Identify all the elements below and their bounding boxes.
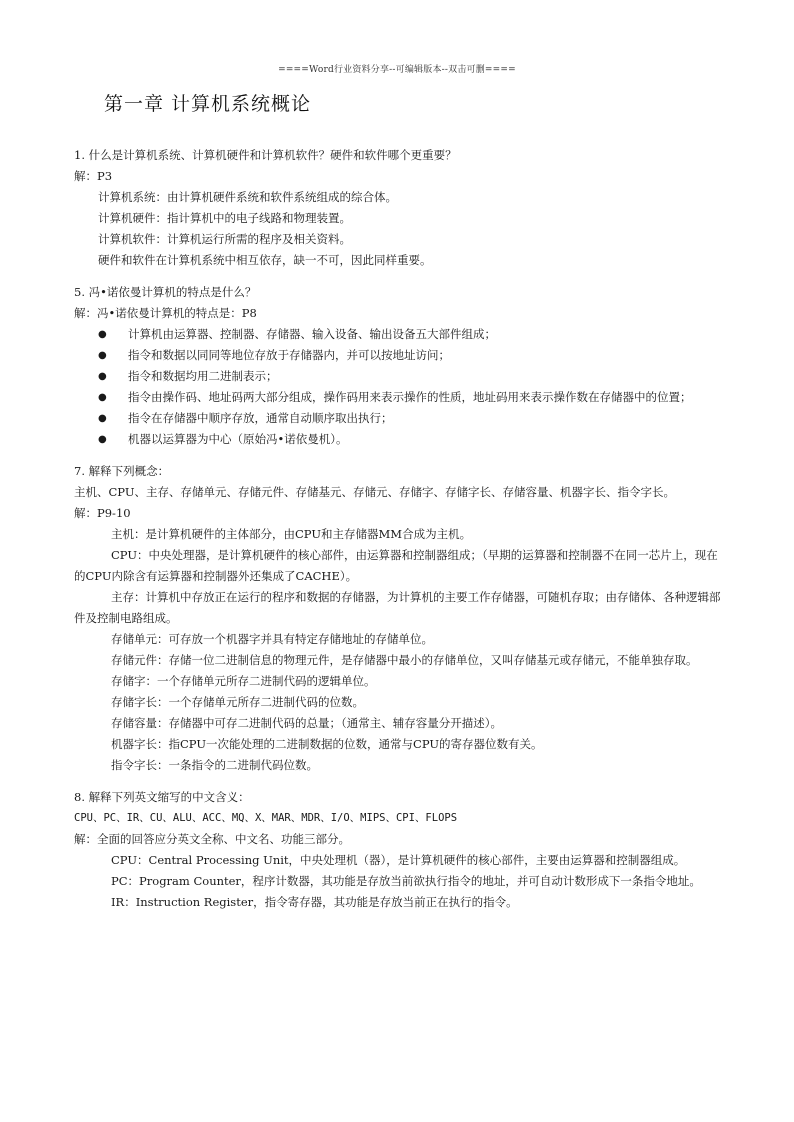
question-8: 8. 解释下列英文缩写的中文含义： — [74, 790, 250, 804]
chapter-title: 第一章 计算机系统概论 — [104, 93, 312, 115]
answer-line: 计算机系统：由计算机硬件系统和软件系统组成的综合体。 — [98, 190, 397, 204]
list-item: ● 机器以运算器为中心（原始冯•诺依曼机）。 — [98, 429, 724, 450]
answer-line: CPU：中央处理器，是计算机硬件的核心部件，由运算器和控制器组成；（早期的运算器和控制器不在同一芯片上，现在的CPU内除含有运算器和控制器外还集成了CACHE）。 — [74, 548, 718, 583]
list-item: ● 指令和数据以同同等地位存放于存储器内，并可以按地址访问； — [98, 345, 724, 366]
answer-label-5: 解：冯•诺依曼计算机的特点是：P8 — [74, 306, 257, 320]
answer-line: 主存：计算机中存放正在运行的程序和数据的存储器，为计算机的主要工作存储器，可随机存取；由存储体、各种逻辑部件及控制电路组成。 — [74, 590, 721, 625]
answer-line: 存储单元：可存放一个机器字并具有特定存储地址的存储单位。 — [111, 632, 433, 646]
answer-line: 存储字：一个存储单元所存二进制代码的逻辑单位。 — [111, 674, 376, 688]
answer-line: IR：Instruction Register，指令寄存器，其功能是存放当前正在执行的指令。 — [111, 895, 518, 909]
list-item: ● 指令由操作码、地址码两大部分组成，操作码用来表示操作的性质，地址码用来表示操作数在存储器中的位置； — [98, 387, 724, 408]
answer-label-8: 解：全面的回答应分英文全称、中文名、功能三部分。 — [74, 832, 350, 846]
answer-line: 存储字长：一个存储单元所存二进制代码的位数。 — [111, 695, 364, 709]
question-8-terms: CPU、PC、IR、CU、ALU、ACC、MQ、X、MAR、MDR、I/O、MIPS、CPI、FLOPS — [74, 812, 458, 824]
answer-line: PC：Program Counter，程序计数器，其功能是存放当前欲执行指令的地址，并可自动计数形成下一条指令地址。 — [111, 874, 701, 888]
question-1: 1. 什么是计算机系统、计算机硬件和计算机软件？硬件和软件哪个更重要？ — [74, 148, 457, 162]
answer-line: 存储元件：存储一位二进制信息的物理元件，是存储器中最小的存储单位，又叫存储基元或存储元，不能单独存取。 — [111, 653, 698, 667]
document-body — [74, 145, 724, 913]
answer-line: 计算机软件：计算机运行所需的程序及相关资料。 — [98, 232, 351, 246]
answer-label-7: 解：P9-10 — [74, 506, 131, 520]
question-5: 5. 冯•诺依曼计算机的特点是什么？ — [74, 285, 257, 299]
answer-line: CPU：Central Processing Unit，中央处理机（器），是计算机硬件的核心部件，主要由运算器和控制器组成。 — [111, 853, 686, 867]
list-item: ● 指令和数据均用二进制表示； — [98, 366, 724, 387]
answer-line: 机器字长：指CPU一次能处理的二进制数据的位数，通常与CPU的寄存器位数有关。 — [111, 737, 543, 751]
answer-line: 指令字长：一条指令的二进制代码位数。 — [111, 758, 318, 772]
answer-line: 硬件和软件在计算机系统中相互依存，缺一不可，因此同样重要。 — [98, 253, 432, 267]
answer-label-1: 解：P3 — [74, 169, 113, 183]
question-7: 7. 解释下列概念： — [74, 464, 170, 478]
watermark-header: ====Word行业资料分享--可编辑版本--双击可删==== — [278, 65, 516, 75]
list-item: ● 指令在存储器中顺序存放，通常自动顺序取出执行； — [98, 408, 724, 429]
answer-line: 主机：是计算机硬件的主体部分，由CPU和主存储器MM合成为主机。 — [111, 527, 472, 541]
question-7-terms: 主机、CPU、主存、存储单元、存储元件、存储基元、存储元、存储字、存储字长、存储容量、机器字长、指令字长。 — [74, 485, 676, 499]
answer-line: 存储容量：存储器中可存二进制代码的总量；（通常主、辅存容量分开描述）。 — [111, 716, 502, 730]
list-item: ● 计算机由运算器、控制器、存储器、输入设备、输出设备五大部件组成； — [98, 324, 724, 345]
answer-line: 计算机硬件：指计算机中的电子线路和物理装置。 — [98, 211, 351, 225]
bullet-list — [74, 324, 724, 450]
